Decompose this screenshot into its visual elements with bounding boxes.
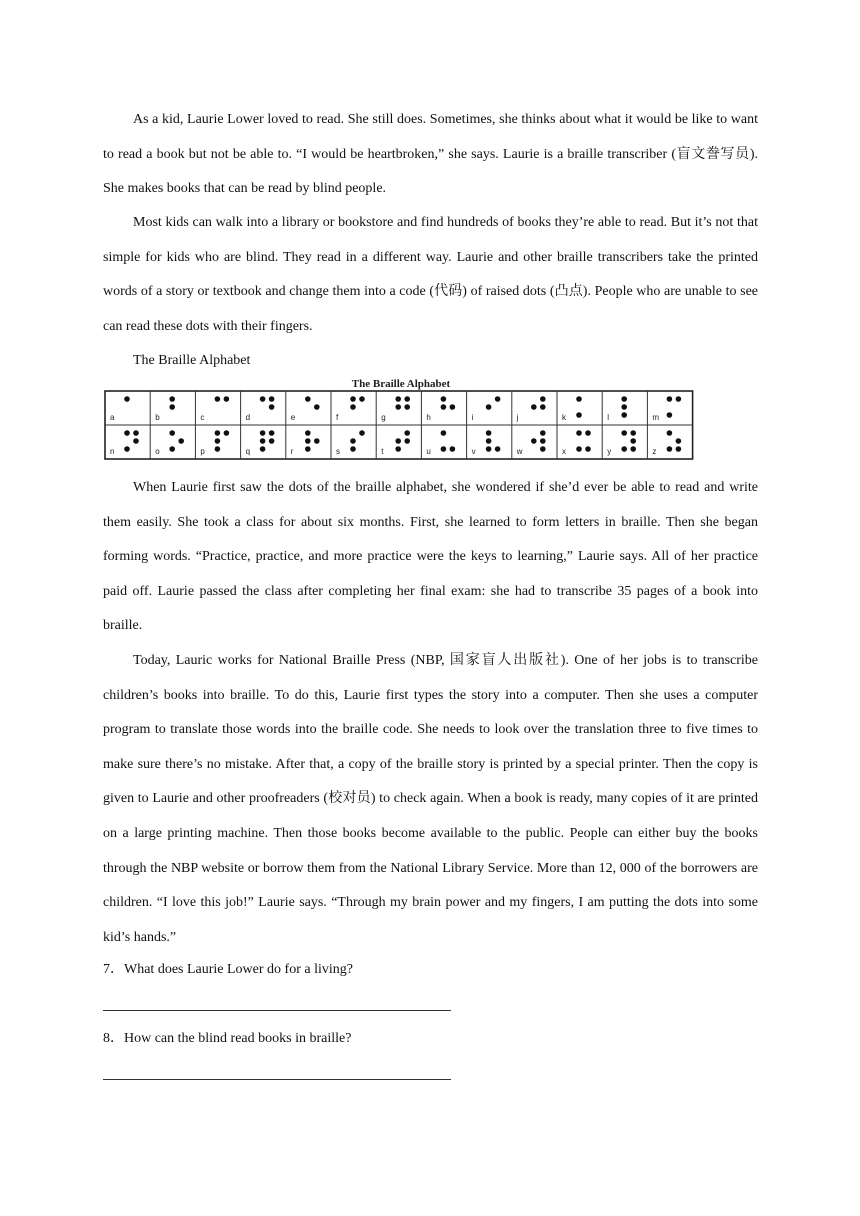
- braille-letter-r: r: [290, 447, 294, 456]
- braille-dot: [395, 446, 401, 452]
- braille-letter-f: f: [336, 413, 339, 422]
- braille-dot: [133, 438, 139, 444]
- braille-dot: [621, 396, 627, 402]
- braille-letter-d: d: [245, 413, 251, 422]
- braille-dot: [260, 438, 266, 444]
- braille-dot: [531, 438, 537, 444]
- braille-dot: [576, 446, 582, 452]
- braille-dot: [305, 446, 311, 452]
- braille-dot: [133, 430, 139, 436]
- braille-dot: [215, 396, 221, 402]
- braille-dot: [260, 430, 266, 436]
- braille-dot: [404, 438, 410, 444]
- braille-dot: [630, 430, 636, 436]
- braille-letter-q: q: [245, 447, 251, 456]
- braille-dot: [305, 396, 311, 402]
- braille-dot: [269, 438, 275, 444]
- braille-dot: [215, 446, 221, 452]
- braille-dot: [621, 412, 627, 418]
- braille-dot: [124, 446, 130, 452]
- braille-dot: [314, 438, 320, 444]
- braille-dot: [359, 430, 365, 436]
- braille-dot: [540, 404, 546, 410]
- braille-dot: [585, 430, 591, 436]
- braille-letter-h: h: [426, 413, 431, 422]
- braille-dot: [350, 404, 356, 410]
- braille-dot: [531, 404, 537, 410]
- braille-letter-e: e: [290, 413, 296, 422]
- figure-header-text: The Braille Alphabet: [351, 378, 451, 390]
- braille-dot: [450, 446, 456, 452]
- braille-dot: [350, 396, 356, 402]
- braille-letter-o: o: [155, 447, 160, 456]
- braille-letter-b: b: [155, 413, 160, 422]
- braille-dot: [495, 396, 501, 402]
- braille-dot: [486, 430, 492, 436]
- braille-dot: [486, 404, 492, 410]
- braille-dot: [359, 396, 365, 402]
- braille-dot: [486, 438, 492, 444]
- braille-dot: [178, 438, 184, 444]
- braille-dot: [576, 412, 582, 418]
- braille-letter-j: j: [516, 413, 519, 422]
- passage-paragraph-3: When Laurie first saw the dots of the braille alphabet, she wondered if she’d ever be able to read and write them easily. She took a class for about six months. First, she learned to form letters in braille. Then she began forming words. “Practice, practice, and more practice were the keys to learning,” Laurie says. All of her practice paid off. Laurie passed the class after completing her final exam: she had to transcribe 35 pages of a book into braille.: [103, 480, 758, 634]
- braille-letter-x: x: [562, 447, 566, 456]
- braille-dot: [404, 430, 410, 436]
- braille-grid: [105, 391, 693, 459]
- braille-dot: [350, 446, 356, 452]
- braille-dot: [441, 430, 447, 436]
- braille-dot: [441, 404, 447, 410]
- braille-dot: [169, 430, 175, 436]
- braille-dot: [350, 438, 356, 444]
- braille-letter-a: a: [110, 413, 115, 422]
- braille-dot: [124, 396, 130, 402]
- braille-letter-i: i: [471, 413, 474, 422]
- braille-dot: [676, 396, 682, 402]
- answer-line-7[interactable]: [103, 1010, 451, 1011]
- passage-paragraph-4: Today, Lauric works for National Braille Press (NBP, 国家盲人出版社). One of her jobs is to transcribe children’s books into braille. To do this, Laurie first types the story into a computer. Then she uses a computer program to translate those words into the braille code. She needs to look over the translation three to five times to make sure there’s no mistake. After that, a copy of the braille story is printed by a special printer. Then the copy is given to Laurie and other proofreaders (校对员) to check again. When a book is ready, many copies of it are printed on a large printing machine. Then those books become available to the public. People can either buy the books through the NBP website or borrow them from the National Library Service. More than 12, 000 of the borrowers are children. “I love this job!” Laurie says. “Through my brain power and my fingers, I am putting the dots into some kid’s hands.”: [103, 653, 758, 945]
- braille-dot: [667, 412, 673, 418]
- braille-letter-c: c: [200, 413, 205, 422]
- braille-letter-v: v: [471, 447, 476, 456]
- braille-dot: [621, 430, 627, 436]
- braille-dot: [224, 430, 230, 436]
- braille-dot: [269, 404, 275, 410]
- braille-dot: [441, 446, 447, 452]
- braille-dot: [486, 446, 492, 452]
- braille-dot: [667, 430, 673, 436]
- braille-dot: [269, 396, 275, 402]
- braille-dot: [667, 396, 673, 402]
- braille-dot: [630, 446, 636, 452]
- braille-letter-u: u: [426, 447, 431, 456]
- braille-dot: [169, 396, 175, 402]
- braille-dot: [621, 446, 627, 452]
- braille-dot: [404, 396, 410, 402]
- braille-dot: [495, 446, 501, 452]
- braille-dot: [540, 446, 546, 452]
- braille-dot: [576, 430, 582, 436]
- braille-dot: [676, 446, 682, 452]
- braille-alphabet-figure: [101, 378, 703, 462]
- braille-dot: [621, 404, 627, 410]
- braille-letter-w: w: [516, 447, 523, 456]
- braille-dot: [676, 438, 682, 444]
- braille-dot: [260, 396, 266, 402]
- answer-line-8[interactable]: [103, 1079, 451, 1080]
- braille-letter-n: n: [110, 447, 115, 456]
- braille-dot: [585, 446, 591, 452]
- braille-dot: [124, 430, 130, 436]
- braille-dot: [576, 396, 582, 402]
- braille-letter-z: z: [652, 447, 657, 456]
- braille-letter-s: s: [336, 447, 340, 456]
- braille-dot: [224, 396, 230, 402]
- braille-dot: [404, 404, 410, 410]
- braille-dot: [667, 446, 673, 452]
- question-7: 7．What does Laurie Lower do for a living?: [103, 962, 353, 977]
- braille-letter-g: g: [381, 413, 386, 422]
- braille-dot: [441, 396, 447, 402]
- braille-dot: [395, 438, 401, 444]
- passage-paragraph-2: Most kids can walk into a library or bookstore and find hundreds of books they’re able to read. But it’s not that simple for kids who are blind. They read in a different way. Laurie and other braille transcribers take the printed words of a story or textbook and change them into a code (代码) of raised dots (凸点). People who are unable to see can read these dots with their fingers.: [103, 215, 758, 334]
- braille-dot: [314, 404, 320, 410]
- figure-caption: The Braille Alphabet: [133, 353, 251, 368]
- braille-dot: [269, 430, 275, 436]
- braille-letter-y: y: [607, 447, 612, 456]
- question-8: 8．How can the blind read books in braille?: [103, 1031, 352, 1046]
- braille-letter-t: t: [381, 447, 384, 456]
- braille-letter-k: k: [562, 413, 566, 422]
- braille-dot: [305, 438, 311, 444]
- braille-dot: [260, 446, 266, 452]
- braille-dot: [540, 396, 546, 402]
- braille-dot: [169, 404, 175, 410]
- braille-dot: [450, 404, 456, 410]
- braille-dot: [215, 438, 221, 444]
- braille-dot: [395, 404, 401, 410]
- braille-dot: [540, 430, 546, 436]
- braille-dot: [215, 430, 221, 436]
- braille-dot: [169, 446, 175, 452]
- braille-letter-m: m: [652, 413, 660, 422]
- braille-letter-p: p: [200, 447, 205, 456]
- braille-dot: [305, 430, 311, 436]
- braille-letter-l: l: [607, 413, 609, 422]
- braille-dot: [540, 438, 546, 444]
- passage-paragraph-1: As a kid, Laurie Lower loved to read. She still does. Sometimes, she thinks about what it would be like to want to read a book but not be able to. “I would be heartbroken,” she says. Laurie is a braille transcriber (盲文誊写员). She makes books that can be read by blind people.: [103, 112, 758, 197]
- braille-dot: [630, 438, 636, 444]
- braille-dot: [395, 396, 401, 402]
